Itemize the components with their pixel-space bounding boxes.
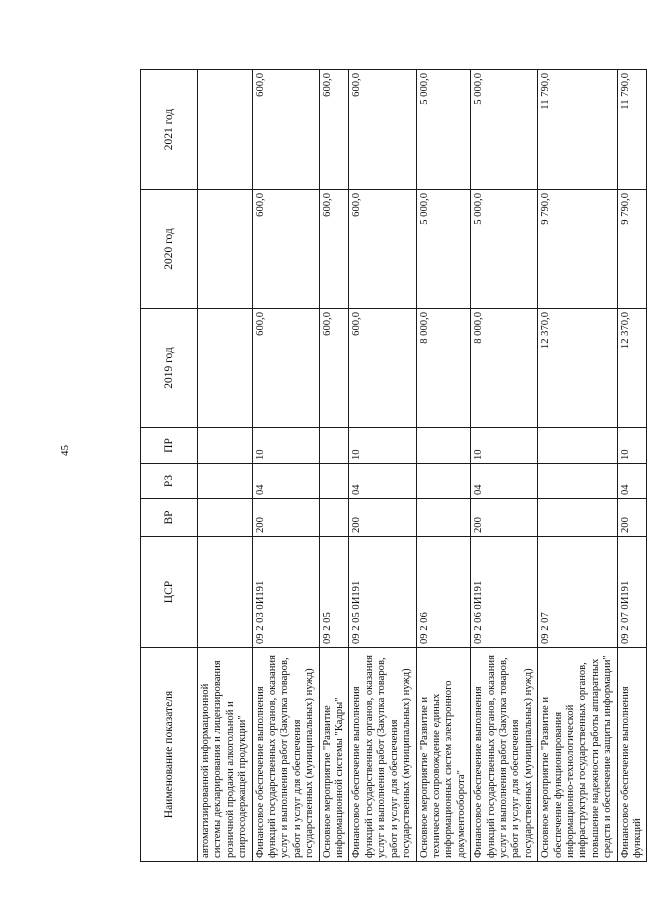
table-row (349, 70, 416, 862)
cell-pr (198, 428, 253, 464)
header-name: Наименование показателя (141, 648, 198, 862)
cell-2019: 8 000,0 (416, 309, 471, 428)
table-row (252, 70, 319, 862)
cell-name: Основное мероприятие "Развитие и обеспечение функционирования информационно-технологической инфраструктуры государственных органов, повышение надежности работы аппаратных средств и обеспечение защиты информации" (538, 648, 617, 862)
cell-2021: 600,0 (319, 70, 349, 190)
cell-vr (416, 499, 471, 537)
cell-2020: 600,0 (349, 190, 416, 309)
cell-csr: 09 2 03 0И191 (252, 537, 319, 648)
header-csr: ЦСР (141, 537, 198, 648)
cell-2019: 600,0 (349, 309, 416, 428)
cell-pr: 10 (349, 428, 416, 464)
cell-vr: 200 (617, 499, 647, 537)
cell-2020: 5 000,0 (416, 190, 471, 309)
table-row (319, 70, 349, 862)
cell-csr: 09 2 06 (416, 537, 471, 648)
cell-2020: 600,0 (252, 190, 319, 309)
cell-pr (538, 428, 617, 464)
cell-2020 (198, 190, 253, 309)
cell-2019: 12 370,0 (538, 309, 617, 428)
cell-2019: 600,0 (319, 309, 349, 428)
cell-pr (416, 428, 471, 464)
cell-2021: 5 000,0 (416, 70, 471, 190)
cell-name: Финансовое обеспечение выполнения функций государственных органов, оказания услуг и выполнения работ (Закупка товаров, работ и услуг для обеспечения государственных (муниципальных) нужд) (471, 648, 538, 862)
cell-rz: 04 (617, 464, 647, 499)
cell-rz: 04 (471, 464, 538, 499)
cell-pr: 10 (617, 428, 647, 464)
rotated-table-container (140, 70, 643, 862)
cell-name: Финансовое обеспечение выполнения функций государственных органов, оказания услуг и выполнения работ (Закупка товаров, работ и услуг для обеспечения государственных (муниципальных) нужд) (252, 648, 319, 862)
cell-2020: 600,0 (319, 190, 349, 309)
cell-2019: 8 000,0 (471, 309, 538, 428)
cell-2019: 600,0 (252, 309, 319, 428)
cell-2020: 9 790,0 (538, 190, 617, 309)
table-row (416, 70, 471, 862)
cell-rz (416, 464, 471, 499)
cell-name: Финансовое обеспечение выполнения функций (617, 648, 647, 862)
cell-rz (319, 464, 349, 499)
cell-vr (198, 499, 253, 537)
cell-2021: 11 790,0 (617, 70, 647, 190)
cell-csr: 09 2 07 0И191 (617, 537, 647, 648)
cell-2019 (198, 309, 253, 428)
cell-pr: 10 (252, 428, 319, 464)
cell-vr (319, 499, 349, 537)
cell-pr: 10 (471, 428, 538, 464)
cell-name: Финансовое обеспечение выполнения функций государственных органов, оказания услуг и выполнения работ (Закупка товаров, работ и услуг для обеспечения государственных (муниципальных) нужд) (349, 648, 416, 862)
header-vr: ВР (141, 499, 198, 537)
cell-csr (198, 537, 253, 648)
cell-name: Основное мероприятие "Развитие и техническое сопровождение единых информационных систем электронного документооборота" (416, 648, 471, 862)
cell-2021: 600,0 (349, 70, 416, 190)
cell-rz: 04 (252, 464, 319, 499)
cell-csr: 09 2 05 0И191 (349, 537, 416, 648)
cell-vr (538, 499, 617, 537)
cell-rz (538, 464, 617, 499)
cell-vr: 200 (349, 499, 416, 537)
cell-name: автоматизированной информационной системы декларирования и лицензирования розничной продажи алкогольной и спиртосодержащей продукции" (198, 648, 253, 862)
cell-csr: 09 2 05 (319, 537, 349, 648)
cell-pr (319, 428, 349, 464)
cell-2020: 5 000,0 (471, 190, 538, 309)
table-header-row (141, 70, 198, 862)
cell-2021: 600,0 (252, 70, 319, 190)
cell-rz: 04 (349, 464, 416, 499)
cell-vr: 200 (471, 499, 538, 537)
header-2020: 2020 год (141, 190, 198, 309)
cell-csr: 09 2 06 0И191 (471, 537, 538, 648)
cell-csr: 09 2 07 (538, 537, 617, 648)
cell-2021: 11 790,0 (538, 70, 617, 190)
cell-rz (198, 464, 253, 499)
table-row (617, 70, 647, 862)
cell-2021: 5 000,0 (471, 70, 538, 190)
header-pr: ПР (141, 428, 198, 464)
header-2021: 2021 год (141, 70, 198, 190)
table-row (471, 70, 538, 862)
cell-vr: 200 (252, 499, 319, 537)
header-2019: 2019 год (141, 309, 198, 428)
table-row (538, 70, 617, 862)
cell-2020: 9 790,0 (617, 190, 647, 309)
cell-2021 (198, 70, 253, 190)
cell-name: Основное мероприятие "Развитие информационной системы "Кадры" (319, 648, 349, 862)
table-row (198, 70, 253, 862)
header-rz: РЗ (141, 464, 198, 499)
page-number: 45 (59, 445, 71, 456)
cell-2019: 12 370,0 (617, 309, 647, 428)
budget-table (140, 69, 647, 862)
